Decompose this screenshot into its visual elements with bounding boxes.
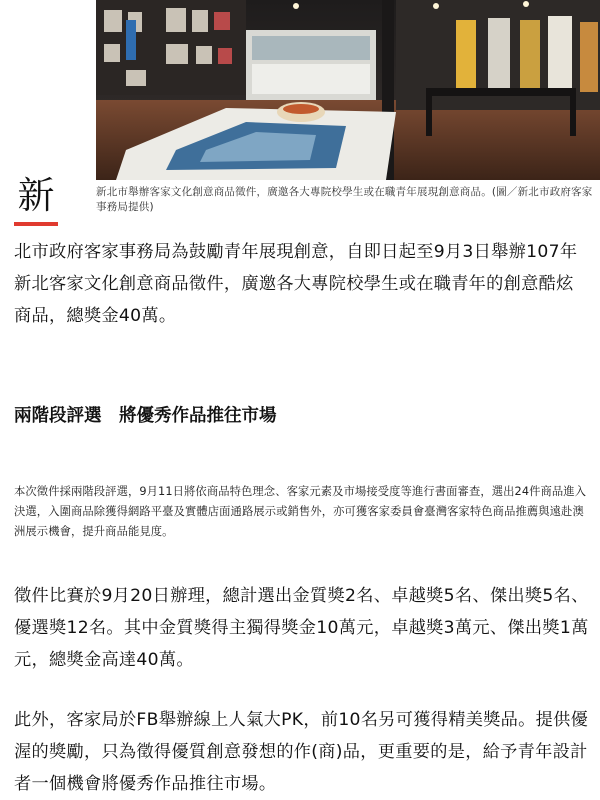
article-photo [96,0,600,180]
drop-cap-initial: 新 [17,174,55,217]
body-paragraph-awards: 徵件比賽於9月20日辦理，總計選出金質獎2名、卓越獎5名、傑出獎5名、優選獎12名。其中金質獎得主獨得獎金10萬元，卓越獎3萬元、傑出獎1萬元，總獎金高達40萬。 [14,586,589,670]
exhibition-photo-image [96,0,600,180]
summary-note: 本次徵件採兩階段評選，9月11日將依商品特色理念、客家元素及市場接受度等進行書面審查，選出24件商品進入決選，入圍商品除獲得網路平臺及實體店面通路展示或銷售外，亦可獲客家委員會臺灣客家特色商品推薦與遠赴澳洲展示機會，提升商品能見度。 [14,485,587,538]
lead-paragraph: 北市政府客家事務局為鼓勵青年展現創意，自即日起至9月3日舉辦107年新北客家文化創意商品徵件，廣邀各大專院校學生或在職青年的創意酷炫商品，總獎金40萬。 [14,242,578,326]
photo-caption: 新北市舉辦客家文化創意商品徵件，廣邀各大專院校學生或在職青年展現創意商品。(圖／新北市政府客家事務局提供) [96,186,593,213]
section-subheading: 兩階段評選 將優秀作品推往市場 [14,406,277,426]
drop-cap-accent-bar [14,222,58,226]
body-paragraph-fb-contest: 此外，客家局於FB舉辦線上人氣大PK，前10名另可獲得精美獎品。提供優渥的獎勵，只為徵得優質創意發想的作(商)品，更重要的是，給予青年設計者一個機會將優秀作品推往市場。 [14,710,589,794]
